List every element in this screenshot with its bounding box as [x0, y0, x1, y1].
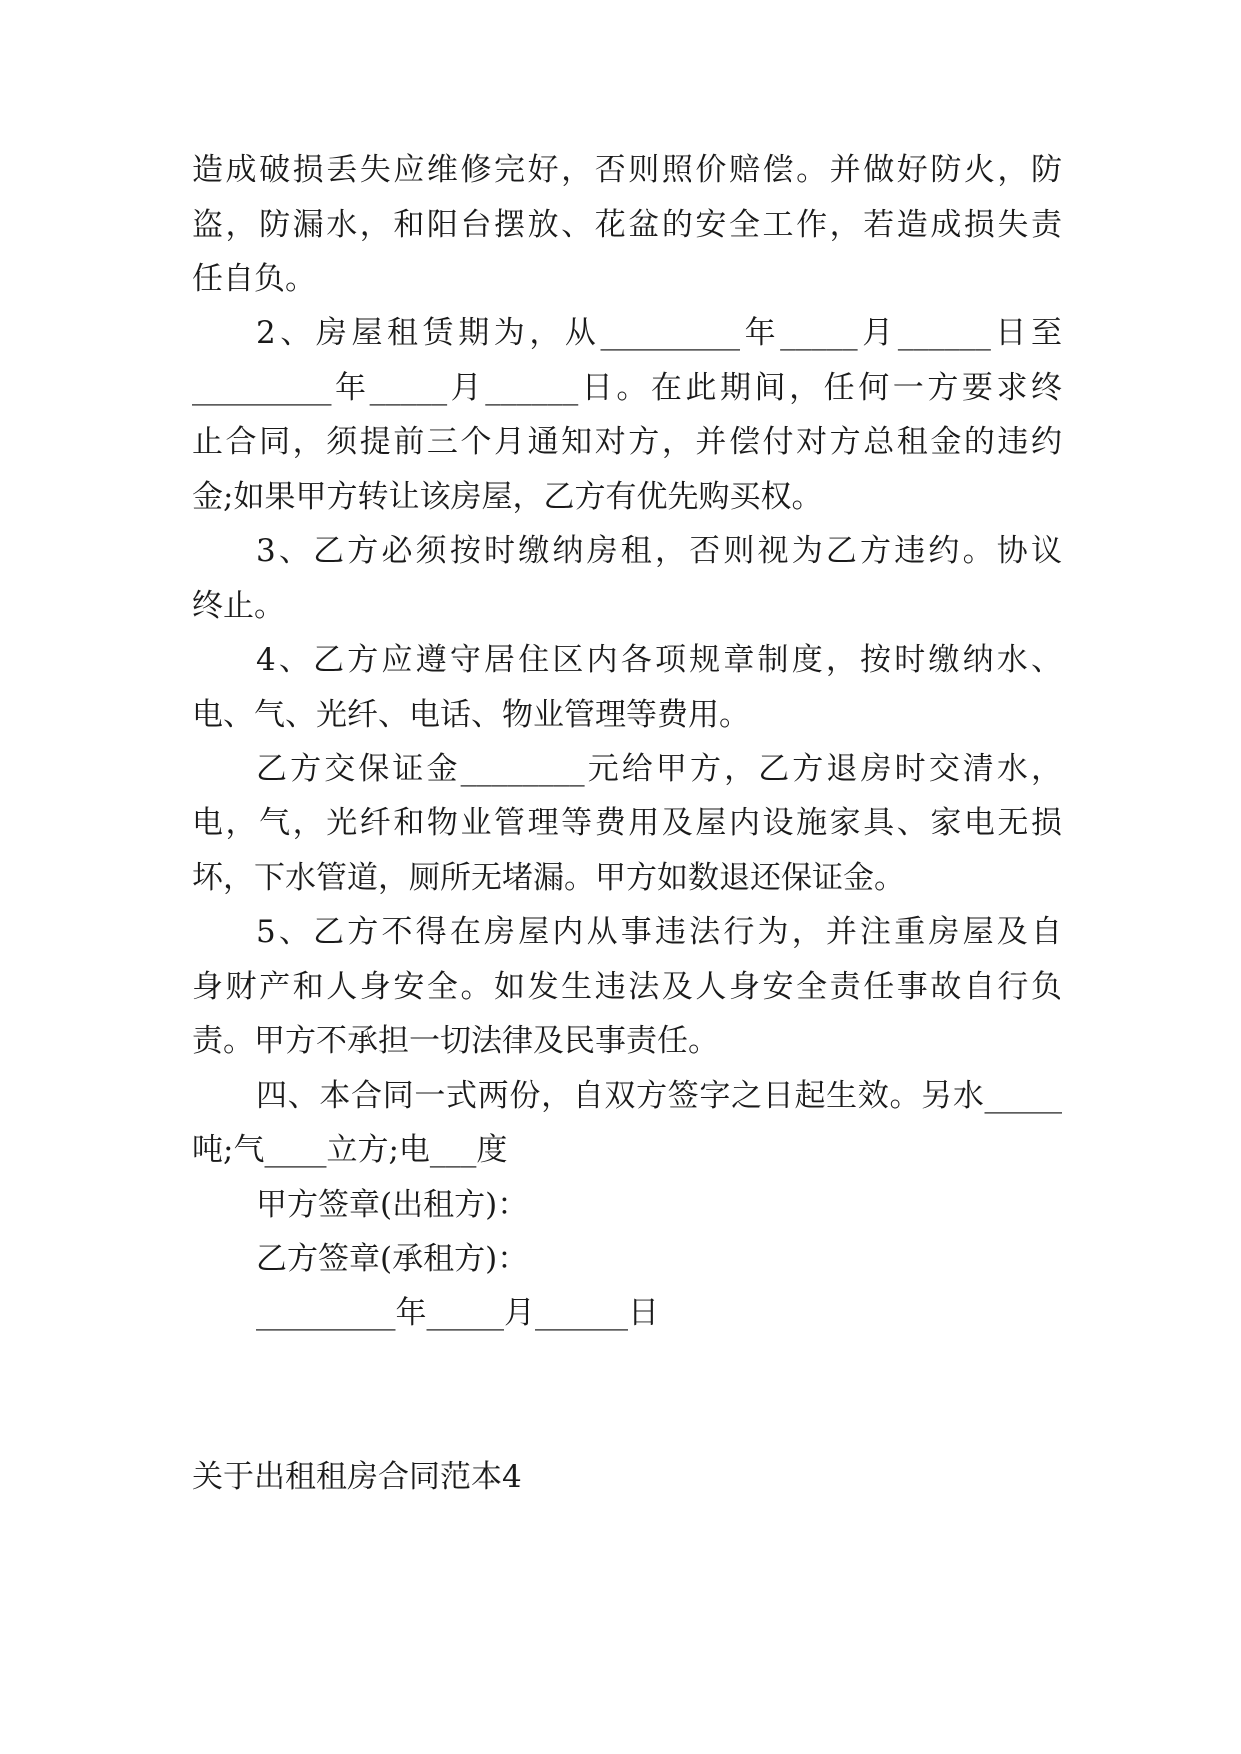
paragraph-line: 5、乙方不得在房屋内从事违法行为，并注重房屋及自 [256, 914, 1062, 950]
signature-date-line: _________年_____月______日 [256, 1295, 659, 1331]
paragraph-line: 电、气、光纤、电话、物业管理等费用。 [192, 697, 750, 733]
tenant-signature-line: 乙方签章(承租方)： [256, 1241, 529, 1277]
paragraph-line: 终止。 [192, 588, 285, 624]
paragraph-line: 金;如果甲方转让该房屋，乙方有优先购买权。 [192, 479, 823, 515]
paragraph-line: _________年_____月______日。在此期间，任何一方要求终 [192, 370, 1062, 406]
paragraph-line: 盗，防漏水，和阳台摆放、花盆的安全工作，若造成损失责 [192, 207, 1062, 243]
paragraph-line: 责。甲方不承担一切法律及民事责任。 [192, 1023, 719, 1059]
paragraph-line: 吨;气____立方;电___度 [192, 1132, 508, 1168]
paragraph-line: 乙方交保证金________元给甲方，乙方退房时交清水， [256, 751, 1062, 787]
document-page [192, 0, 1062, 1754]
paragraph-line: 3、乙方必须按时缴纳房租，否则视为乙方违约。协议 [256, 533, 1062, 569]
paragraph-line: 止合同，须提前三个月通知对方，并偿付对方总租金的违约 [192, 424, 1062, 460]
paragraph-line: 造成破损丢失应维修完好，否则照价赔偿。并做好防火，防 [192, 152, 1062, 188]
paragraph-line: 四、本合同一式两份，自双方签字之日起生效。另水_____ [256, 1078, 1062, 1114]
paragraph-line: 4、乙方应遵守居住区内各项规章制度，按时缴纳水、 [256, 642, 1062, 678]
paragraph-line: 坏，下水管道，厕所无堵漏。甲方如数退还保证金。 [192, 860, 905, 896]
paragraph-line: 身财产和人身安全。如发生违法及人身安全责任事故自行负 [192, 969, 1062, 1005]
paragraph-line: 任自负。 [192, 261, 316, 297]
paragraph-line: 电，气，光纤和物业管理等费用及屋内设施家具、家电无损 [192, 805, 1062, 841]
paragraph-line: 2、房屋租赁期为，从_________年_____月______日至 [256, 315, 1062, 351]
landlord-signature-line: 甲方签章(出租方)： [256, 1187, 529, 1223]
section-title: 关于出租租房合同范本4 [192, 1459, 522, 1495]
